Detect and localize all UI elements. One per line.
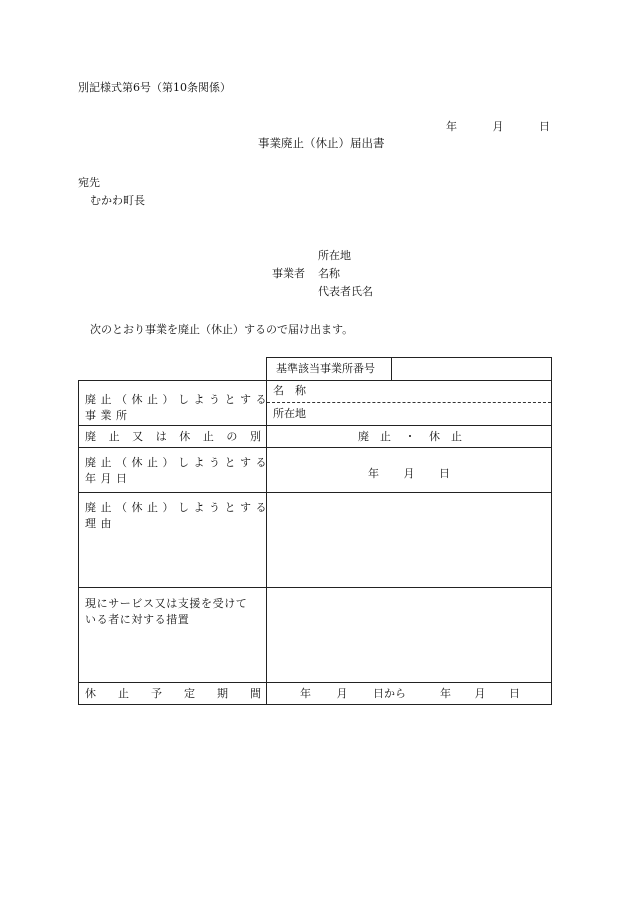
date-row-year: 年 xyxy=(368,467,379,480)
addressee-name: むかわ町長 xyxy=(90,194,145,207)
statement: 次のとおり事業を廃止（休止）するので届け出ます。 xyxy=(90,323,354,336)
period-to[interactable] xyxy=(440,688,520,699)
office-row-label-2: 事 業 所 xyxy=(85,409,128,422)
applicant-rep-label: 代表者氏名 xyxy=(318,285,373,298)
office-row-label-1: 廃 止 （ 休 止 ） し よ う と す る xyxy=(85,393,267,406)
date-row-fields[interactable] xyxy=(368,468,450,479)
measures-row-label-1: 現にサービス又は支援を受けて xyxy=(85,597,248,610)
date-row-label-1: 廃 止 （ 休 止 ） し よ う と す る xyxy=(85,456,267,469)
type-row-label: 廃 止 又 は 休 止 の 別 xyxy=(85,430,261,443)
date-day: 日 xyxy=(539,120,550,133)
submission-date xyxy=(446,121,550,132)
office-address-label: 所在地 xyxy=(273,407,306,420)
notice-table xyxy=(78,357,552,705)
measures-row-label-2: いる者に対する措置 xyxy=(85,613,190,626)
type-options xyxy=(358,431,462,442)
office-number-label: 基準該当事業所番号 xyxy=(276,362,375,375)
period-to-month: 月 xyxy=(474,687,486,700)
option-separator: ・ xyxy=(404,430,416,443)
date-month: 月 xyxy=(492,120,504,133)
period-row-label: 休 止 予 定 期 間 xyxy=(85,687,261,700)
date-row-label-2: 年 月 日 xyxy=(85,472,128,485)
document-title: 事業廃止（休止）届出書 xyxy=(258,136,385,150)
date-row-month: 月 xyxy=(403,467,415,480)
applicant-role: 事業者 xyxy=(272,267,305,280)
period-from[interactable] xyxy=(300,688,406,699)
office-name-field[interactable] xyxy=(308,381,551,402)
office-address-field[interactable] xyxy=(308,403,551,425)
reason-field[interactable] xyxy=(267,493,551,587)
form-number: 別記様式第6号（第10条関係） xyxy=(78,81,231,94)
period-from-year: 年 xyxy=(300,687,311,700)
period-to-year: 年 xyxy=(440,687,451,700)
period-from-day: 日から xyxy=(373,687,406,700)
date-year: 年 xyxy=(446,120,457,133)
applicant-address-label: 所在地 xyxy=(318,249,351,262)
measures-field[interactable] xyxy=(267,588,551,682)
reason-row-label-1: 廃 止 （ 休 止 ） し よ う と す る xyxy=(85,501,267,514)
reason-row-label-2: 理 由 xyxy=(85,517,112,530)
option-suspend[interactable]: 休 止 xyxy=(429,430,462,443)
period-to-day: 日 xyxy=(509,687,520,700)
type-char: 廃 xyxy=(85,430,96,443)
addressee-label: 宛先 xyxy=(78,176,100,189)
office-number-field[interactable] xyxy=(392,358,551,380)
date-row-day: 日 xyxy=(439,467,450,480)
applicant-name-label: 名称 xyxy=(318,267,340,280)
period-from-month: 月 xyxy=(336,687,348,700)
option-abolish[interactable]: 廃 止 xyxy=(358,430,391,443)
office-name-label: 名 称 xyxy=(273,384,306,397)
